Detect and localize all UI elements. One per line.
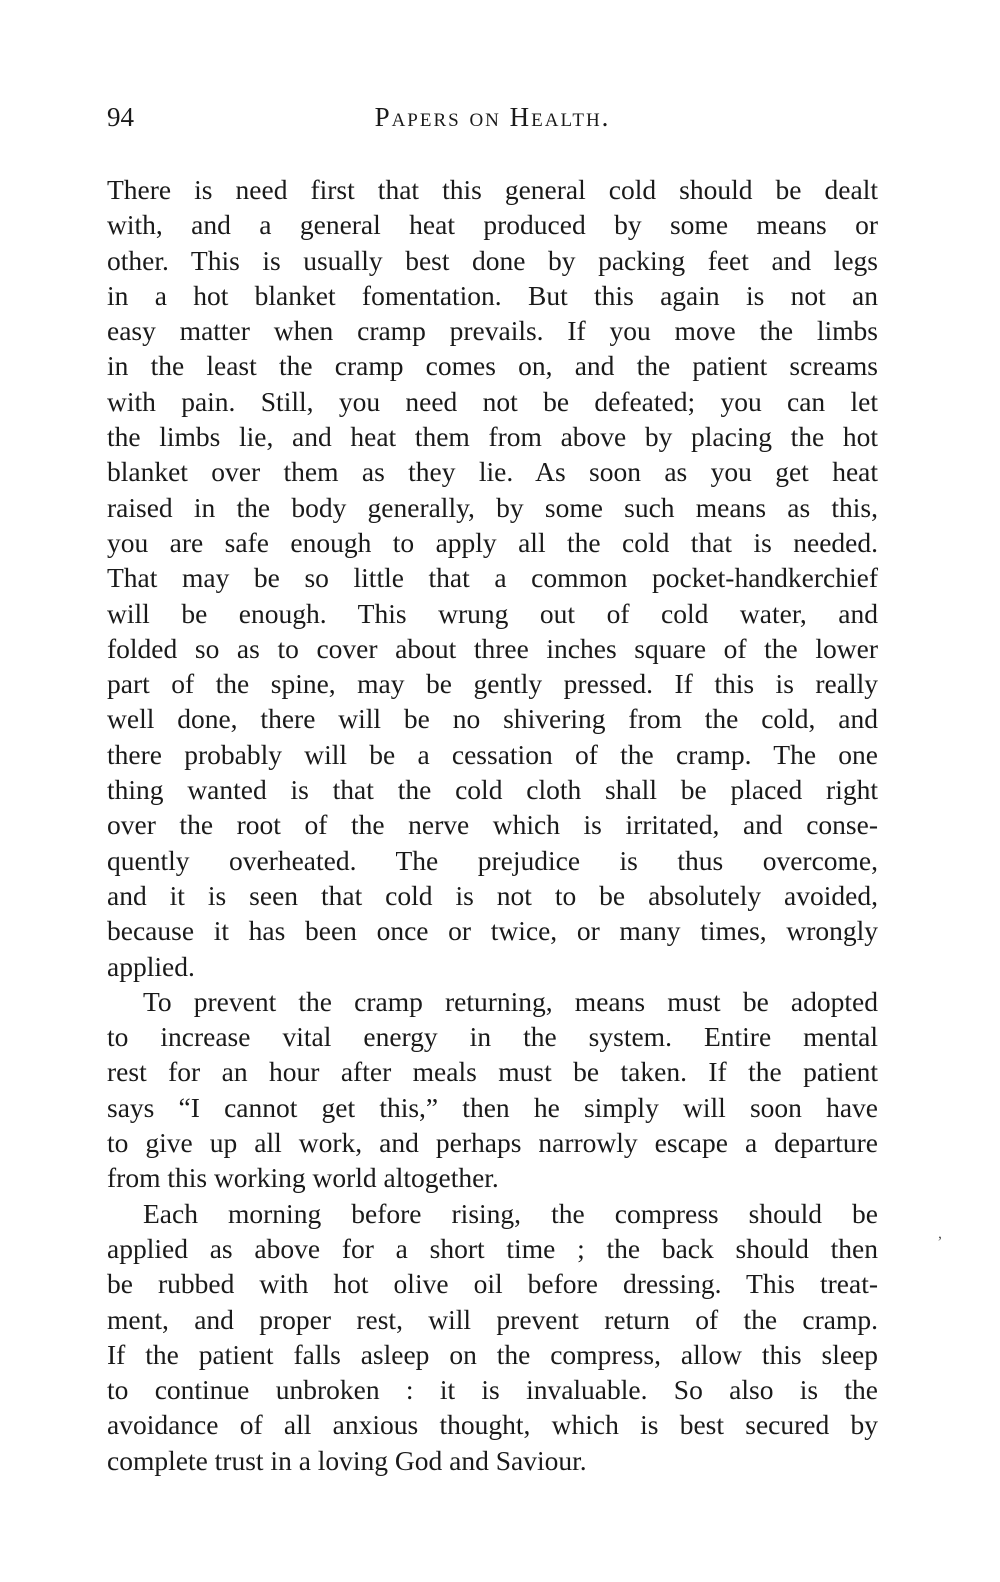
text-line: be rubbed with hot olive oil before dressing. This treat- xyxy=(107,1268,878,1300)
text-line: blanket over them as they lie. As soon as you get heat xyxy=(107,456,878,488)
paragraph xyxy=(107,172,878,984)
running-header xyxy=(107,102,878,142)
text-line: the limbs lie, and heat them from above by placing the hot xyxy=(107,421,878,453)
text-line: with pain. Still, you need not be defeated; you can let xyxy=(107,385,878,417)
text-line: you are safe enough to apply all the cold that is needed. xyxy=(107,526,878,558)
page-body xyxy=(107,172,878,1478)
text-line: raised in the body generally, by some such means as this, xyxy=(107,491,878,523)
text-line: That may be so little that a common pocket-handkerchief xyxy=(107,562,878,594)
text-line: part of the spine, may be gently pressed. If this is really xyxy=(107,668,878,700)
text-line: other. This is usually best done by packing feet and legs xyxy=(107,244,878,276)
text-line: in a hot blanket fomentation. But this again is not an xyxy=(107,279,878,311)
text-line: says “I cannot get this,” then he simply will soon have xyxy=(107,1091,878,1123)
text-line: If the patient falls asleep on the compress, allow this sleep xyxy=(107,1338,878,1370)
text-line: in the least the cramp comes on, and the patient screams xyxy=(107,350,878,382)
text-line: to give up all work, and perhaps narrowly escape a departure xyxy=(107,1127,878,1159)
page-number: 94 xyxy=(107,102,134,132)
text-line: Each morning before rising, the compress should be xyxy=(143,1197,878,1229)
text-line: with, and a general heat produced by some means or xyxy=(107,209,878,241)
text-line: from this working world altogether. xyxy=(107,1162,499,1194)
text-line: folded so as to cover about three inches square of the lower xyxy=(107,632,878,664)
text-line: To prevent the cramp returning, means must be adopted xyxy=(143,985,878,1017)
text-line: avoidance of all anxious thought, which is best secured by xyxy=(107,1409,878,1441)
text-line: to continue unbroken : it is invaluable. So also is the xyxy=(107,1374,878,1406)
text-line: to increase vital energy in the system. Entire mental xyxy=(107,1021,878,1053)
text-line: easy matter when cramp prevails. If you move the limbs xyxy=(107,315,878,347)
text-line: thing wanted is that the cold cloth shall be placed right xyxy=(107,774,878,806)
text-line: quently overheated. The prejudice is thus overcome, xyxy=(107,844,878,876)
text-line: there probably will be a cessation of the cramp. The one xyxy=(107,738,878,770)
paragraph xyxy=(107,984,878,1196)
text-line: over the root of the nerve which is irritated, and conse- xyxy=(107,809,878,841)
running-title: Papers on Health. xyxy=(374,102,611,132)
text-line: complete trust in a loving God and Saviour. xyxy=(107,1444,587,1476)
text-line: applied as above for a short time ; the back should then xyxy=(107,1232,878,1264)
text-line: There is need first that this general cold should be dealt xyxy=(107,174,878,205)
text-line: well done, there will be no shivering from the cold, and xyxy=(107,703,878,735)
paragraph xyxy=(107,1196,878,1478)
text-line: and it is seen that cold is not to be absolutely avoided, xyxy=(107,879,878,911)
text-line: ment, and proper rest, will prevent return of the cramp. xyxy=(107,1303,878,1335)
text-line: applied. xyxy=(107,950,195,982)
text-line: rest for an hour after meals must be taken. If the patient xyxy=(107,1056,878,1088)
text-line: will be enough. This wrung out of cold water, and xyxy=(107,597,878,629)
stray-mark: , xyxy=(938,1225,942,1242)
text-line: because it has been once or twice, or many times, wrongly xyxy=(107,915,878,947)
